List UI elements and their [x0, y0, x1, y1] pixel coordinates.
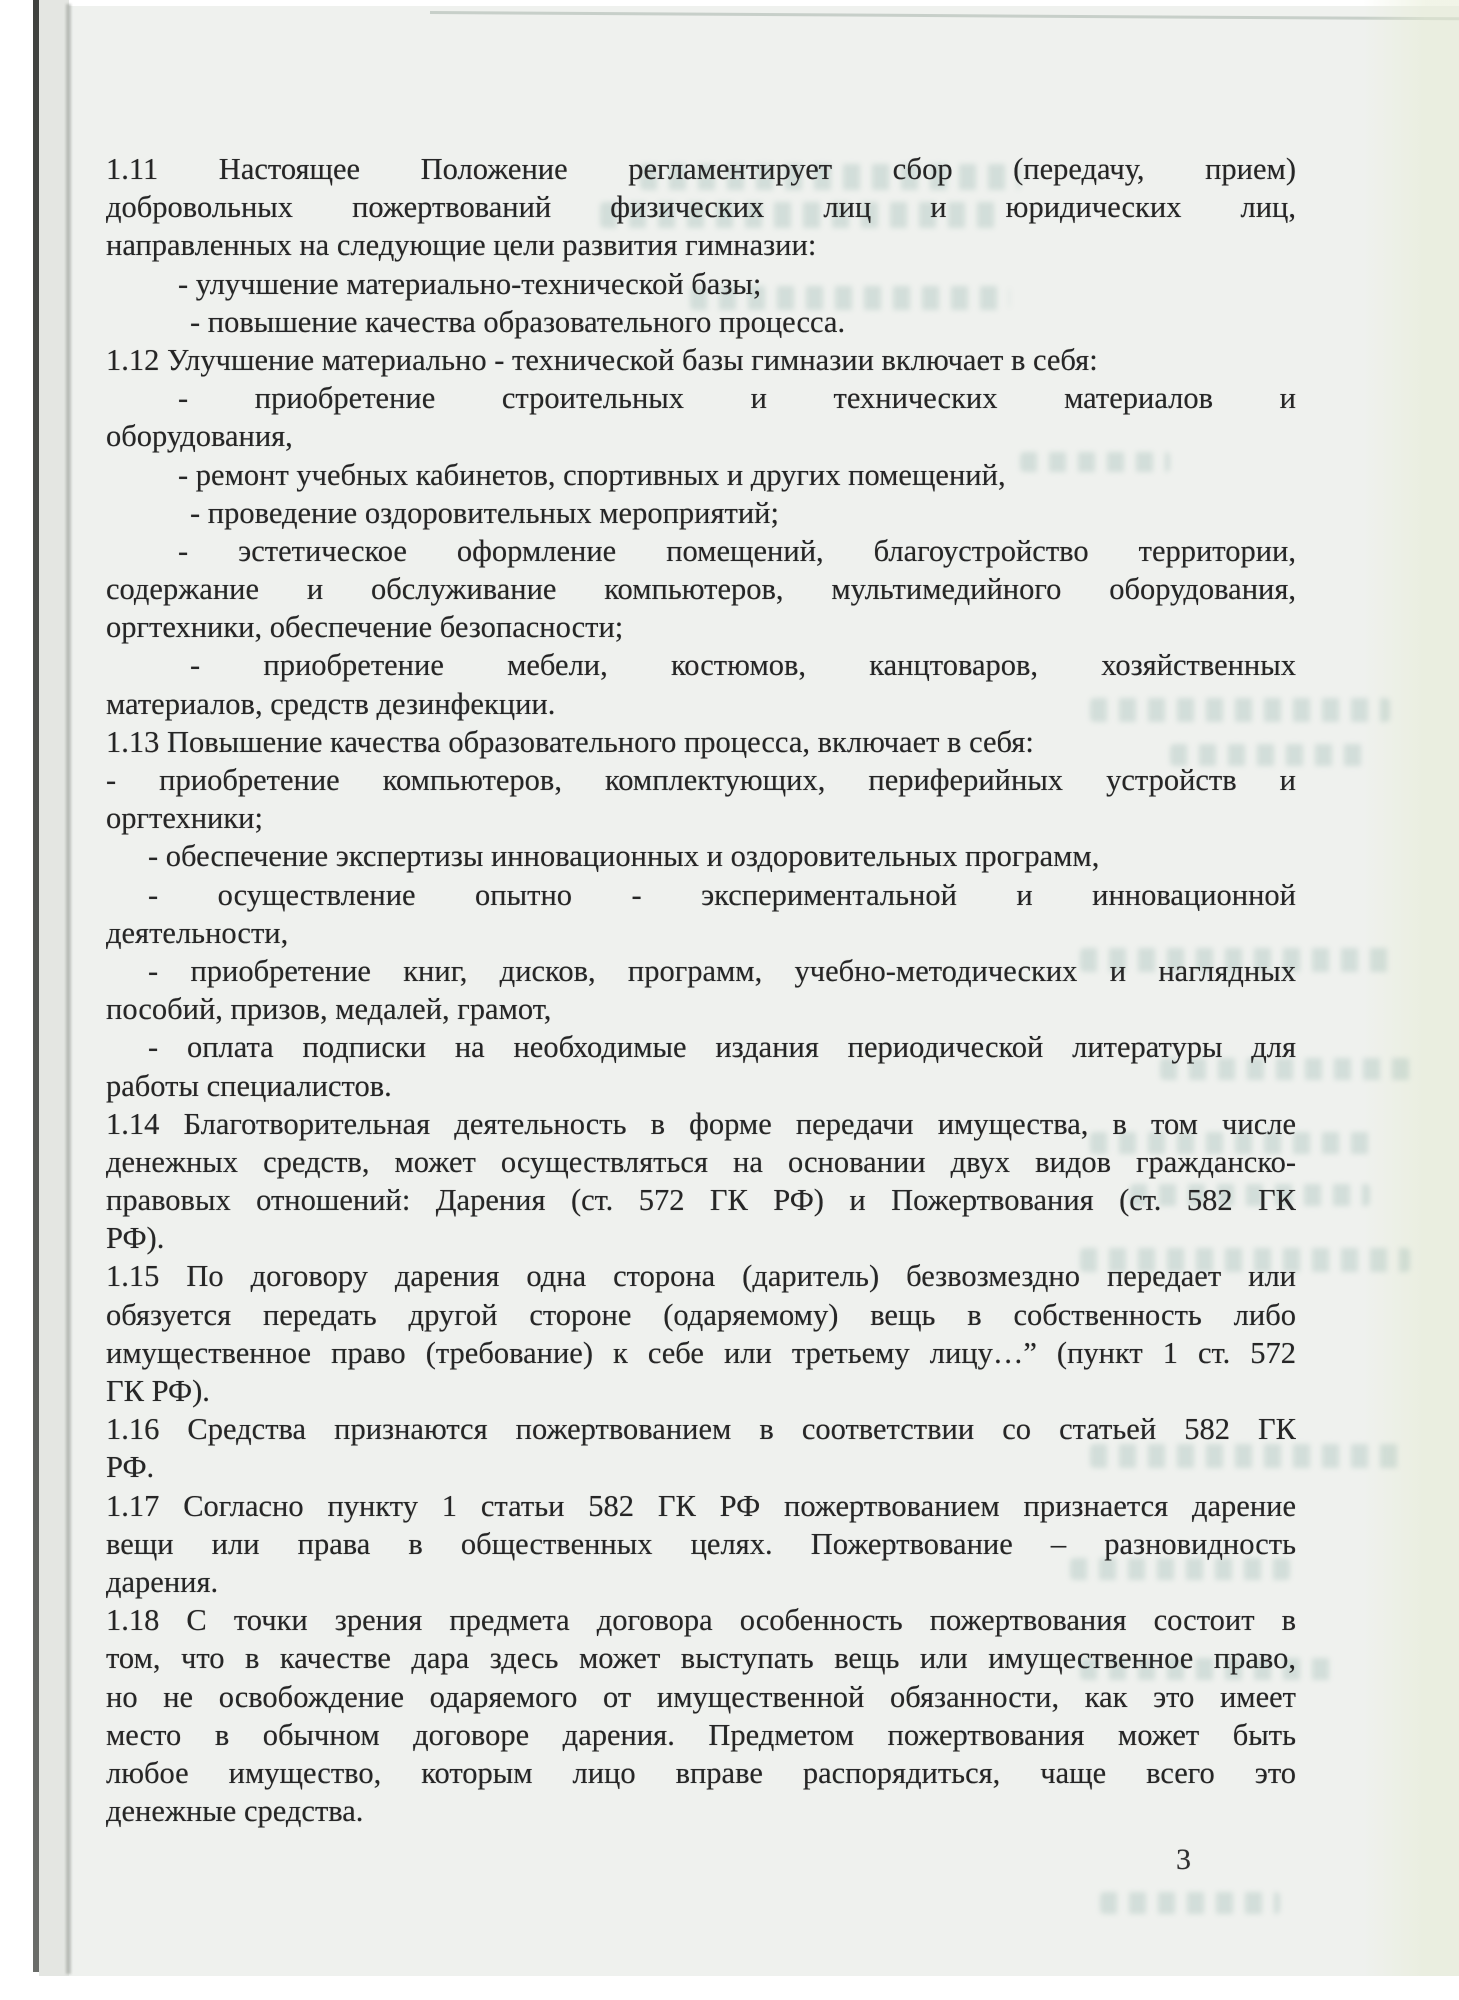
doc-line: 1.16 Средства признаются пожертвованием в соответствии со статьей 582 ГК: [106, 1412, 1296, 1447]
doc-line: - оплата подписки на необходимые издания периодической литературы для: [148, 1030, 1296, 1065]
scan-left-shadow: [33, 0, 39, 1972]
doc-line: любое имущество, которым лицо вправе распорядиться, чаще всего это: [106, 1755, 1296, 1790]
doc-line: деятельности,: [106, 915, 289, 950]
doc-line: обязуется передать другой стороне (одаряемому) вещь в собственность либо: [106, 1297, 1296, 1332]
doc-line: направленных на следующие цели развития гимназии:: [106, 228, 817, 263]
doc-line: имущественное право (требование) к себе или третьему лицу…” (пункт 1 ст. 572: [106, 1335, 1296, 1370]
doc-line: том, что в качестве дара здесь может выступать вещь или имущественное право,: [106, 1641, 1296, 1676]
doc-line: содержание и обслуживание компьютеров, мультимедийного оборудования,: [106, 572, 1296, 607]
doc-line: - повышение качества образовательного процесса.: [190, 304, 846, 339]
doc-line: денежные средства.: [106, 1794, 364, 1829]
doc-line: правовых отношений: Дарения (ст. 572 ГК РФ) и Пожертвования (ст. 582 ГК: [106, 1183, 1296, 1218]
doc-line: - приобретение компьютеров, комплектующих, периферийных устройств и: [106, 763, 1296, 797]
doc-line: но не освобождение одаряемого от имущественной обязанности, как это имеет: [106, 1679, 1296, 1714]
document-text-block: [106, 150, 1296, 1830]
doc-line: РФ.: [106, 1450, 155, 1485]
scan-bottom-edge: [0, 1976, 1459, 2000]
doc-line: добровольных пожертвований физических лиц и юридических лиц,: [106, 190, 1296, 225]
doc-line: - приобретение мебели, костюмов, канцтоваров, хозяйственных: [190, 648, 1296, 683]
doc-line: - ремонт учебных кабинетов, спортивных и других помещений,: [178, 457, 1006, 492]
scan-right-edge-tint: [1363, 0, 1459, 1978]
page-fold-line: [66, 4, 71, 1974]
page-number: 3: [1176, 1843, 1191, 1876]
doc-line: дарения.: [106, 1564, 219, 1599]
bleed-through-artifact: [1100, 1892, 1280, 1914]
doc-line: работы специалистов.: [106, 1068, 392, 1103]
doc-line: - проведение оздоровительных мероприятий;: [190, 495, 779, 530]
doc-line: - эстетическое оформление помещений, благоустройство территории,: [178, 533, 1296, 568]
doc-line: вещи или права в общественных целях. Пожертвование – разновидность: [106, 1526, 1296, 1561]
doc-line: РФ).: [106, 1221, 165, 1256]
doc-line: - осуществление опытно - экспериментальной и инновационной: [148, 877, 1296, 912]
doc-line: место в обычном договоре дарения. Предметом пожертвования может быть: [106, 1717, 1296, 1752]
doc-line: материалов, средств дезинфекции.: [106, 686, 556, 721]
doc-line: - приобретение строительных и технических материалов и: [178, 381, 1296, 416]
doc-line: - улучшение материально-технической базы;: [178, 266, 762, 301]
doc-line: 1.11 Настоящее Положение регламентирует сбор (передачу, прием): [106, 152, 1296, 186]
doc-line: 1.12 Улучшение материально - технической базы гимназии включает в себя:: [106, 342, 1098, 377]
doc-line: 1.15 По договору дарения одна сторона (даритель) безвозмездно передает или: [106, 1259, 1296, 1294]
doc-line: ГК РФ).: [106, 1374, 210, 1408]
doc-line: 1.13 Повышение качества образовательного процесса, включает в себя:: [106, 724, 1034, 759]
doc-line: оргтехники, обеспечение безопасности;: [106, 610, 624, 645]
doc-line: оргтехники;: [106, 801, 263, 836]
doc-line: 1.17 Согласно пункту 1 статьи 582 ГК РФ пожертвованием признается дарение: [106, 1488, 1296, 1523]
doc-line: - приобретение книг, дисков, программ, учебно-методических и наглядных: [148, 953, 1296, 988]
doc-line: пособий, призов, медалей, грамот,: [106, 992, 552, 1027]
doc-line: денежных средств, может осуществляться на основании двух видов гражданско-: [106, 1144, 1296, 1179]
page-fold-strip: [39, 0, 69, 1978]
doc-line: 1.18 С точки зрения предмета договора особенность пожертвования состоит в: [106, 1603, 1296, 1638]
doc-line: 1.14 Благотворительная деятельность в форме передачи имущества, в том числе: [106, 1106, 1296, 1141]
doc-line: - обеспечение экспертизы инновационных и оздоровительных программ,: [148, 839, 1100, 874]
doc-line: оборудования,: [106, 419, 293, 454]
